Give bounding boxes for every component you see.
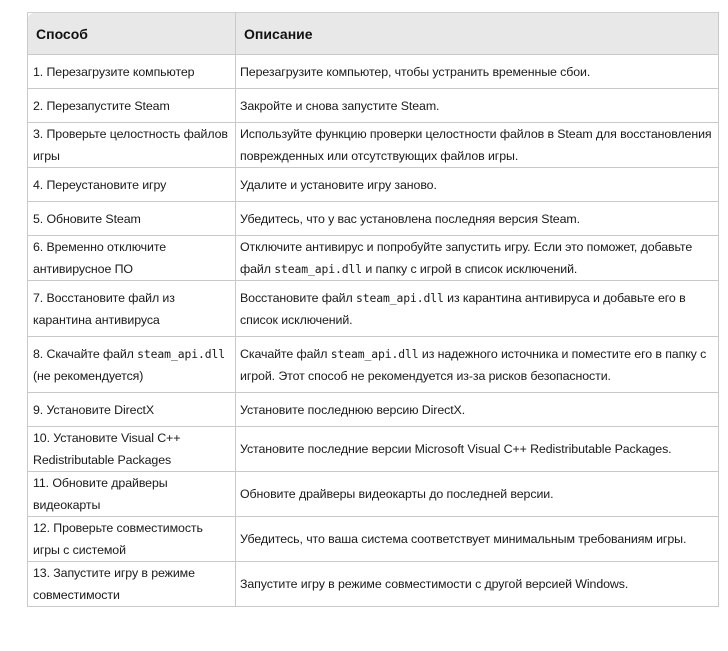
cell-description	[236, 562, 719, 607]
cell-text: 9. Установите DirectX	[33, 402, 155, 417]
cell-text: Установите последнюю версию DirectX.	[240, 402, 466, 417]
cell-method	[28, 393, 236, 427]
cell-method	[28, 562, 236, 607]
cell-text: 11. Обновите драйверы видеокарты	[33, 476, 168, 512]
cell-method	[28, 123, 236, 168]
table-row	[28, 337, 719, 393]
cell-text: Закройте и снова запустите Steam.	[240, 98, 440, 113]
cell-text: 1. Перезагрузите компьютер	[33, 64, 195, 79]
cell-text: Обновите драйверы видеокарты до последней версии.	[240, 487, 554, 501]
code-filename: steam_api.dll	[137, 346, 226, 361]
table-row	[28, 236, 719, 281]
cell-method	[28, 202, 236, 236]
cell-description	[236, 427, 719, 472]
cell-text: Отключите антивирус и попробуйте запустить игру. Если это поможет, добавьте файл	[240, 240, 693, 276]
cell-text: 4. Переустановите игру	[33, 177, 167, 192]
cell-description	[236, 281, 719, 337]
cell-text: Запустите игру в режиме совместимости с другой версией Windows.	[240, 577, 629, 591]
cell-description	[236, 55, 719, 89]
methods-table-container	[27, 12, 718, 607]
cell-method	[28, 236, 236, 281]
cell-description	[236, 89, 719, 123]
cell-text: Скачайте файл	[240, 346, 331, 361]
table-row	[28, 562, 719, 607]
cell-description	[236, 168, 719, 202]
cell-description	[236, 393, 719, 427]
cell-method	[28, 168, 236, 202]
cell-method	[28, 427, 236, 472]
code-filename: steam_api.dll	[274, 262, 363, 276]
table-row	[28, 427, 719, 472]
cell-method	[28, 89, 236, 123]
code-filename: steam_api.dll	[355, 290, 444, 305]
table-row	[28, 202, 719, 236]
code-filename: steam_api.dll	[330, 346, 419, 361]
table-row	[28, 89, 719, 123]
header-description: Описание	[236, 13, 719, 55]
cell-text: Установите последние версии Microsoft Visual C++ Redistributable Packages.	[240, 442, 672, 456]
cell-text: (не рекомендуется)	[33, 368, 144, 383]
table-row	[28, 472, 719, 517]
cell-text: Удалите и установите игру заново.	[240, 177, 437, 192]
cell-method	[28, 517, 236, 562]
cell-text: 6. Временно отключите антивирусное ПО	[33, 240, 167, 276]
cell-text: из надежного источника и поместите его в папку с игрой. Этот способ не рекомендуется из-за рисков безопасности.	[240, 346, 707, 383]
table-row	[28, 281, 719, 337]
cell-text: 8. Скачайте файл	[33, 346, 138, 361]
table-row	[28, 393, 719, 427]
cell-method	[28, 472, 236, 517]
cell-description	[236, 202, 719, 236]
cell-method	[28, 337, 236, 393]
table-body	[28, 55, 719, 607]
cell-method	[28, 55, 236, 89]
table-row	[28, 55, 719, 89]
cell-method	[28, 281, 236, 337]
cell-text: Перезагрузите компьютер, чтобы устранить временные сбои.	[240, 64, 591, 79]
cell-text: Восстановите файл	[240, 290, 356, 305]
cell-description	[236, 517, 719, 562]
table-row	[28, 517, 719, 562]
cell-text: из карантина антивируса и добавьте его в список исключений.	[240, 290, 686, 327]
cell-text: Используйте функцию проверки целостности файлов в Steam для восстановления поврежденных или отсутствующих файлов игры.	[240, 127, 712, 163]
cell-text: Убедитесь, что ваша система соответствует минимальным требованиям игры.	[240, 532, 687, 546]
table-header-row	[28, 13, 719, 55]
table-row	[28, 168, 719, 202]
cell-text: Убедитесь, что у вас установлена последняя версия Steam.	[240, 211, 580, 226]
cell-description	[236, 236, 719, 281]
cell-text: 3. Проверьте целостность файлов игры	[33, 127, 228, 163]
cell-description	[236, 123, 719, 168]
cell-description	[236, 472, 719, 517]
cell-description	[236, 337, 719, 393]
header-method: Способ	[28, 13, 236, 55]
cell-text: и папку с игрой в список исключений.	[362, 262, 578, 276]
cell-text: 13. Запустите игру в режиме совместимости	[33, 566, 195, 602]
methods-table	[27, 12, 719, 607]
cell-text: 5. Обновите Steam	[33, 211, 141, 226]
cell-text: 10. Установите Visual C++ Redistributable Packages	[33, 431, 181, 467]
cell-text: 2. Перезапустите Steam	[33, 98, 170, 113]
cell-text: 12. Проверьте совместимость игры с системой	[33, 521, 203, 557]
table-row	[28, 123, 719, 168]
cell-text: 7. Восстановите файл из карантина антивируса	[33, 290, 175, 327]
